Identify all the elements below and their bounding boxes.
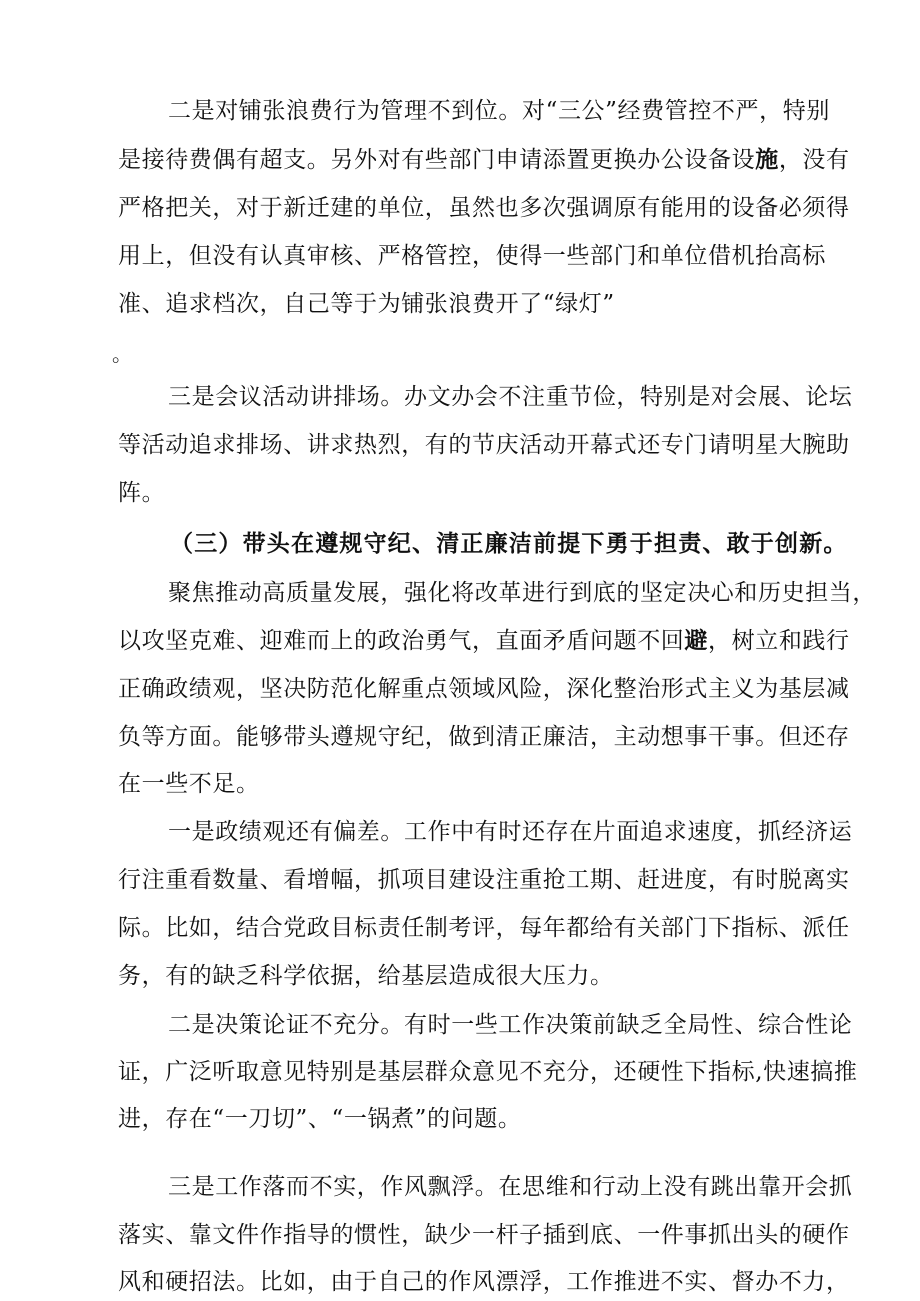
text-line: 负等方面。能够带头遵规守纪，做到清正廉洁，主动想事干事。但还存 — [118, 724, 850, 750]
text-line: 一是政绩观还有偏差。工作中有时还存在片面追求速度，抓经济运 — [168, 819, 853, 845]
text-span: ，没有 — [778, 147, 850, 173]
text-line: 二是对铺张浪费行为管理不到位。对“三公”经费管控不严，特别 — [168, 98, 830, 124]
text-line: 际。比如，结合党政目标责任制考评，每年都给有关部门下指标、派任 — [118, 915, 850, 941]
bold-text-span: 施 — [755, 146, 779, 173]
text-line: 证，广泛听取意见特别是基层群众意见不充分，还硬性下指标,快速搞推 — [118, 1059, 858, 1085]
text-line: 。 — [112, 342, 133, 366]
text-line: 在一些不足。 — [118, 771, 260, 797]
text-line: 二是决策论证不充分。有时一些工作决策前缺乏全局性、综合性论 — [168, 1012, 853, 1038]
text-line: 严格把关，对于新迁建的单位，虽然也多次强调原有能用的设备必须得 — [118, 195, 850, 221]
text-line: 务，有的缺乏科学依据，给基层造成很大压力。 — [118, 963, 614, 989]
text-span: ，树立和践行 — [708, 628, 850, 654]
section-heading: （三）带头在遵规守纪、清正廉洁前提下勇于担责、敢于创新。 — [170, 530, 848, 557]
text-line: 用上，但没有认真审核、严格管控，使得一些部门和单位借机抬高标 — [118, 243, 826, 269]
text-line: 风和硬招法。比如，由于自己的作风漂浮，工作推进不实、督办不力， — [118, 1269, 850, 1295]
text-line: 等活动追求排场、讲求热烈，有的节庆活动开幕式还专门请明星大腕助 — [118, 432, 850, 458]
text-line: 行注重看数量、看增幅，抓项目建设注重抢工期、赶进度，有时脱离实 — [118, 867, 850, 893]
text-line: 进，存在“一刀切”、“一锅煮”的问题。 — [118, 1106, 522, 1132]
text-line — [118, 626, 850, 656]
bold-text-span: 避 — [684, 627, 709, 654]
text-line: 落实、靠文件作指导的惯性，缺少一杆子插到底、一件事抓出头的硬作 — [118, 1222, 850, 1248]
text-line: 聚焦推动高质量发展，强化将改革进行到底的坚定决心和历史担当， — [168, 580, 876, 606]
text-span: 以攻坚克难、迎难而上的政治勇气，直面矛盾问题不回 — [118, 628, 685, 654]
text-line: 阵。 — [118, 480, 166, 506]
text-line — [118, 145, 850, 175]
text-line: 三是工作落而不实，作风飘浮。在思维和行动上没有跳出靠开会抓 — [168, 1174, 853, 1200]
text-span: 是接待费偶有超支。另外对有些部门申请添置更换办公设备设 — [118, 147, 756, 173]
text-line: 正确政绩观，坚决防范化解重点领域风险，深化整治形式主义为基层减 — [118, 676, 850, 702]
text-line: 准、追求档次，自己等于为铺张浪费开了“绿灯” — [118, 291, 615, 317]
text-line: 三是会议活动讲排场。办文办会不注重节俭，特别是对会展、论坛 — [168, 384, 853, 410]
